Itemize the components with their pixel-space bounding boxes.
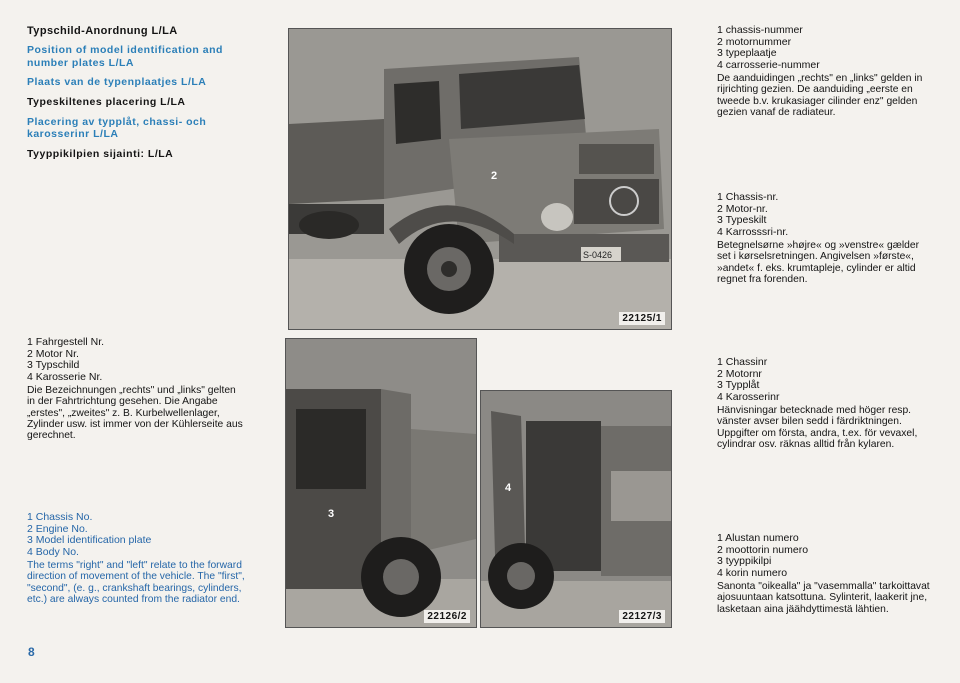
list-item: 3 tyyppikilpi [717, 555, 772, 567]
paragraph-da: Betegnelsørne »højre« og »venstre« gælder set i kørselsretningen. Angivelsen »første«, »andet« f. eks. krumtapleje, cylinder er altid regnet fra forenden. [717, 240, 920, 285]
page-number: 8 [28, 645, 35, 659]
list-item: 2 motornummer [717, 35, 792, 48]
paragraph-sv: Hänvisningar betecknade med höger resp. vänster avser bilen sedd i färdriktningen. Uppgifter om första, andra, t.ex. för vevaxel, cylindrar osv. räknas alltid från kylaren. [717, 405, 918, 450]
svg-text:2: 2 [491, 170, 498, 182]
list-item: 1 Alustan numero [717, 532, 799, 544]
list-item: 2 Engine No. [27, 522, 88, 535]
truck-left-door-photo [285, 338, 477, 628]
text-de [27, 337, 245, 441]
truck-right-illustration [481, 391, 671, 627]
list-en [27, 512, 245, 558]
text-da [717, 192, 935, 285]
svg-text:4: 4 [505, 482, 512, 494]
text-fi [717, 533, 935, 615]
list-nl [717, 25, 935, 71]
list-item: 3 Typeskilt [717, 214, 767, 226]
list-item: 2 moottorin numero [717, 543, 809, 556]
paragraph-fi: Sanonta "oikealla" ja "vasemmalla" tarkoittavat ajosuuntaan katsottuna. Sylinterit, laakerit jne, lasketaan aina jäähdyttimestä lähtien. [717, 581, 930, 615]
list-item: 1 Chassinr [717, 356, 768, 368]
text-en [27, 512, 245, 605]
list-item: 3 typeplaatje [717, 47, 777, 59]
paragraph-de: Die Bezeichnungen „rechts" und „links" gelten in der Fahrtrichtung gesehen. Die Angabe „erstes", „zweites" z. B. Kurbelwellenlager, Zylinder usw. ist immer von der Kühlerseite aus gerechnet. [27, 385, 243, 442]
heading-no: Typeskiltenes placering L/LA [27, 95, 186, 108]
list-item: 3 Typschild [27, 359, 80, 371]
svg-text:3: 3 [328, 508, 335, 520]
photo-ref-right: 22127/3 [619, 610, 665, 623]
paragraph-en: The terms "right" and "left" relate to the forward direction of movement of the vehicle. The "first", "second", (e. g., crankshaft bearings, cylinders, etc.) are always counted from the radiator end. [27, 560, 245, 605]
truck-right-door-photo [480, 390, 672, 628]
list-item: 1 Fahrgestell Nr. [27, 336, 105, 348]
photo-ref-top: 22125/1 [619, 312, 665, 325]
list-item: 2 Motornr [717, 367, 762, 380]
list-item: 1 Chassis No. [27, 511, 93, 523]
list-item: 2 Motor-nr. [717, 202, 768, 215]
heading-sv: Placering av typplåt, chassi- och karosserinr L/LA [27, 115, 207, 140]
heading-de: Typschild-Anordnung L/LA [27, 25, 178, 37]
heading-en: Position of model identification and number plates L/LA [27, 44, 223, 69]
paragraph-nl: De aanduidingen „rechts" en „links" gelden in rijrichting gezien. De aanduiding „eerste en tweede b.v. krukasiager cilinder enz" gelden gezien vanaf de radiateur. [717, 73, 923, 118]
truck-front-illustration [289, 29, 671, 329]
truck-front-photo [288, 28, 672, 330]
list-sv [717, 357, 935, 403]
truck-left-illustration [286, 339, 476, 627]
heading-fi: Tyyppikilpien sijainti: L/LA [27, 147, 174, 160]
list-item: 1 chassis-nummer [717, 24, 803, 36]
text-nl [717, 25, 935, 118]
heading-nl: Plaats van de typenplaatjes L/LA [27, 76, 207, 88]
list-fi [717, 533, 935, 579]
list-item: 4 Karrosssri-nr. [717, 225, 789, 238]
list-item: 4 korin numero [717, 566, 788, 579]
list-item: 1 Chassis-nr. [717, 191, 779, 203]
list-item: 4 Karosserie Nr. [27, 370, 103, 383]
list-da [717, 192, 935, 238]
photo-ref-left: 22126/2 [424, 610, 470, 623]
list-item: 4 Karosserinr [717, 390, 780, 403]
list-item: 4 Body No. [27, 545, 79, 558]
list-item: 3 Typplåt [717, 379, 760, 391]
headings-block [27, 25, 247, 168]
list-item: 3 Model identification plate [27, 534, 152, 546]
text-sv [717, 357, 935, 450]
licence-plate: S-0426 [583, 250, 613, 260]
list-item: 4 carrosserie-nummer [717, 58, 820, 71]
list-de [27, 337, 245, 383]
list-item: 2 Motor Nr. [27, 347, 79, 360]
